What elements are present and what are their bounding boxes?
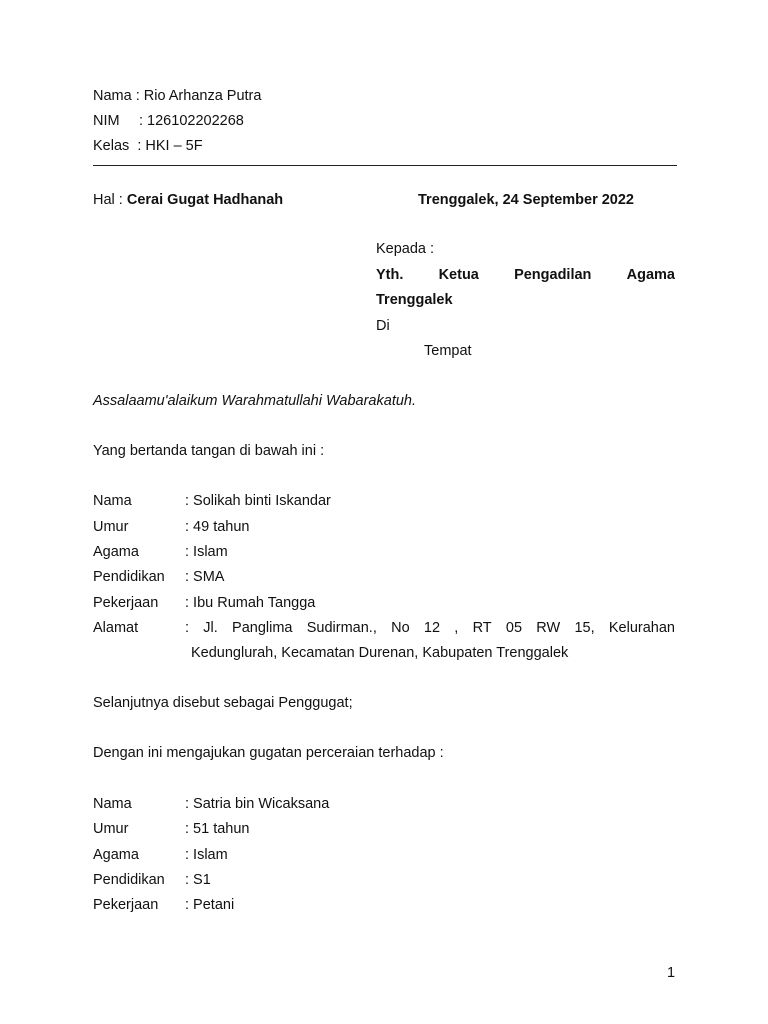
recipient-di: Di	[376, 318, 390, 334]
subject-line	[93, 192, 283, 208]
student-nim-value: : 126102202268	[139, 113, 244, 129]
recipient-line1	[376, 267, 675, 283]
defendant-value: : Satria bin Wicaksana	[185, 796, 330, 812]
address-word: RT	[472, 620, 492, 636]
dengan-text: Dengan ini mengajukan gugatan perceraian terhadap :	[93, 745, 444, 761]
recipient-word: Pengadilan	[514, 267, 592, 283]
greeting: Assalaamu'alaikum Warahmatullahi Wabarakatuh.	[93, 393, 417, 409]
student-name: Nama : Rio Arhanza Putra	[93, 88, 262, 104]
plaintiff-label: Nama	[93, 493, 132, 509]
address-word: No	[391, 620, 410, 636]
plaintiff-address-label: Alamat	[93, 620, 139, 636]
address-word: 05	[505, 620, 523, 636]
plaintiff-value: : Solikah binti Iskandar	[185, 493, 331, 509]
plaintiff-value: : Islam	[185, 544, 228, 560]
selanjutnya-text: Selanjutnya disebut sebagai Penggugat;	[93, 695, 353, 711]
recipient-word: Ketua	[438, 267, 479, 283]
recipient-kepada: Kepada :	[376, 241, 435, 257]
plaintiff-label: Umur	[93, 519, 129, 535]
student-nim-label: NIM	[93, 113, 120, 129]
recipient-line2: Trenggalek	[376, 292, 453, 308]
plaintiff-value: : 49 tahun	[185, 519, 250, 535]
defendant-value: : Islam	[185, 847, 228, 863]
place-date: Trenggalek, 24 September 2022	[418, 192, 634, 208]
defendant-label: Umur	[93, 821, 129, 837]
recipient-word: Yth.	[376, 267, 404, 283]
student-class: Kelas : HKI – 5F	[93, 138, 203, 154]
defendant-label: Agama	[93, 847, 139, 863]
plaintiff-address-line2: Kedunglurah, Kecamatan Durenan, Kabupaten Trenggalek	[191, 645, 569, 661]
recipient-tempat: Tempat	[424, 343, 472, 359]
address-word: Panglima	[232, 620, 293, 636]
subject-label: Hal :	[93, 192, 123, 208]
plaintiff-value: : SMA	[185, 569, 225, 585]
defendant-label: Nama	[93, 796, 132, 812]
defendant-value: : S1	[185, 872, 211, 888]
address-word: Jl.	[203, 620, 218, 636]
plaintiff-value: : Ibu Rumah Tangga	[185, 595, 316, 611]
page-number: 1	[667, 965, 676, 981]
plaintiff-label: Pekerjaan	[93, 595, 159, 611]
recipient-word: Agama	[626, 267, 675, 283]
defendant-value: : Petani	[185, 897, 235, 913]
defendant-value: : 51 tahun	[185, 821, 250, 837]
subject-title: Cerai Gugat Hadhanah	[126, 192, 284, 208]
address-word: RW	[536, 620, 561, 636]
header-divider	[93, 165, 677, 166]
plaintiff-label: Agama	[93, 544, 139, 560]
plaintiff-label: Pendidikan	[93, 569, 165, 585]
address-word: :	[185, 620, 190, 636]
plaintiff-address-line1	[185, 620, 675, 636]
address-word: Sudirman.,	[306, 620, 377, 636]
defendant-label: Pendidikan	[93, 872, 165, 888]
defendant-label: Pekerjaan	[93, 897, 159, 913]
address-word: 12	[423, 620, 441, 636]
intro-text: Yang bertanda tangan di bawah ini :	[93, 443, 325, 459]
address-word: ,	[454, 620, 459, 636]
address-word: 15,	[574, 620, 595, 636]
address-word: Kelurahan	[608, 620, 675, 636]
